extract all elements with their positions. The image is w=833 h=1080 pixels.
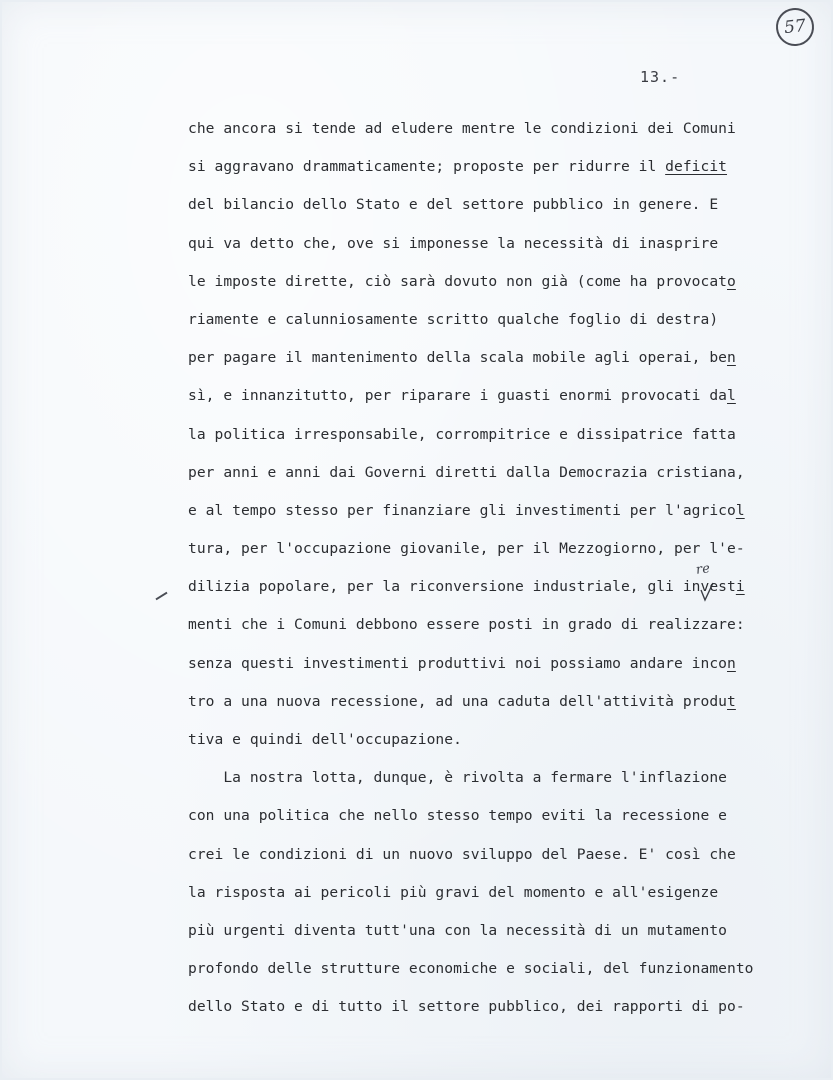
- text-line: dilizia popolare, per la riconversione industriale, gli investi: [188, 578, 745, 596]
- text-line: per pagare il mantenimento della scala mobile agli operai, ben: [188, 349, 736, 367]
- text-line: tura, per l'occupazione giovanile, per il Mezzogiorno, per l'e-: [188, 540, 745, 558]
- page-number: 13.-: [640, 68, 681, 86]
- text-line: per anni e anni dai Governi diretti dalla Democrazia cristiana,: [188, 463, 745, 481]
- underlined-word: deficit: [665, 158, 728, 176]
- text-line: che ancora si tende ad eludere mentre le condizioni dei Comuni: [188, 120, 736, 137]
- text-line: profondo delle strutture economiche e sociali, del funzionamento: [188, 960, 754, 978]
- margin-mark: [155, 592, 167, 601]
- text-line: con una politica che nello stesso tempo eviti la recessione e: [188, 807, 728, 825]
- text-line: crei le condizioni di un nuovo sviluppo del Paese. E' così che: [188, 845, 736, 863]
- text-line: tiva e quindi dell'occupazione.: [188, 731, 462, 748]
- text-line: più urgenti diventa tutt'una con la necessità di un mutamento: [188, 921, 728, 939]
- body-text: [188, 110, 828, 1027]
- text-line: menti che i Comuni debbono essere posti in grado di realizzare:: [188, 616, 745, 634]
- text-line: riamente e calunniosamente scritto qualche foglio di destra): [188, 310, 719, 328]
- text-line: e al tempo stesso per finanziare gli investimenti per l'agricol: [188, 501, 745, 519]
- text-line: dello Stato e di tutto il settore pubblico, dei rapporti di po-: [188, 998, 745, 1016]
- text-line: La nostra lotta, dunque, è rivolta a fermare l'inflazione: [188, 769, 728, 787]
- text-line: del bilancio dello Stato e del settore pubblico in genere. E: [188, 196, 719, 214]
- text-line: tro a una nuova recessione, ad una caduta dell'attività produt: [188, 692, 736, 710]
- text-line: senza questi investimenti produttivi noi possiamo andare incon: [188, 654, 736, 672]
- text-line: la risposta ai pericoli più gravi del momento e all'esigenze: [188, 883, 719, 901]
- handwritten-correction: re: [695, 561, 711, 578]
- text-line: si aggravano drammaticamente; proposte per ridurre il deficit: [188, 158, 728, 176]
- text-line: le imposte dirette, ciò sarà dovuto non già (come ha provocato: [188, 272, 736, 290]
- text-line: la politica irresponsabile, corrompitrice e dissipatrice fatta: [188, 425, 736, 443]
- text-line: qui va detto che, ove si imponesse la necessità di inasprire: [188, 234, 719, 252]
- archive-page-stamp: 57: [774, 6, 816, 48]
- text-line: sì, e innanzitutto, per riparare i guasti enormi provocati dal: [188, 387, 736, 405]
